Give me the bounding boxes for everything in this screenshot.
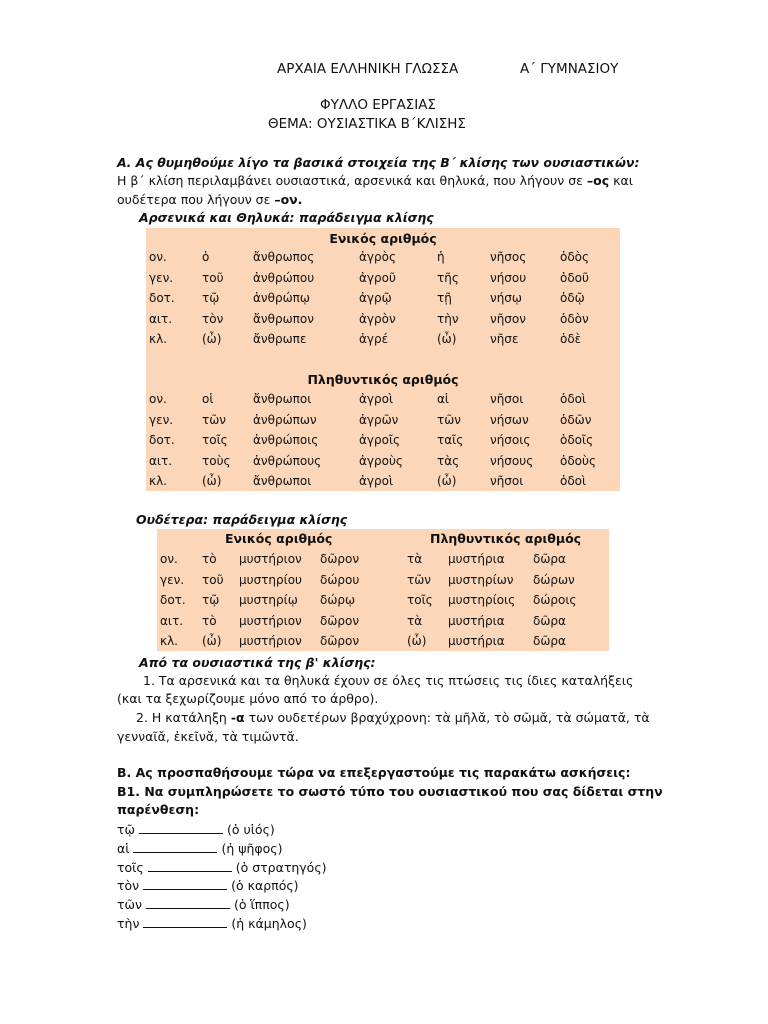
case-label: ον. xyxy=(160,552,178,567)
notes-heading: Από τα ουσιαστικά της β' κλίσης: xyxy=(139,655,376,670)
table-row xyxy=(160,631,593,652)
table-cell: ἀνθρώπῳ xyxy=(253,291,310,306)
section-b-heading: Β. Ας προσπαθήσουμε τώρα να επεξεργαστούμε τις παρακάτω ασκήσεις: xyxy=(117,765,631,780)
table-cell: μυστήριον xyxy=(239,634,302,649)
answer-blank[interactable] xyxy=(143,878,227,890)
table-cell: μυστηρίοις xyxy=(448,593,516,608)
note-2-line-2: γενναῖᾰ, ἐκεῖνᾰ, τὰ τιμῶντᾰ. xyxy=(117,729,299,744)
table-cell: ἡ xyxy=(437,250,445,265)
table-cell: τῷ xyxy=(202,291,220,306)
table-cell: τοὺς xyxy=(202,453,231,468)
singular-heading: Ενικός αριθμός xyxy=(329,231,437,246)
case-label: γεν. xyxy=(160,572,185,587)
table-cell: δῶρα xyxy=(533,634,566,649)
table-cell: ὁδοὶ xyxy=(560,392,587,407)
table-cell: ἀγροὶ xyxy=(359,392,394,407)
table-cell: τῶν xyxy=(202,412,226,427)
case-label: δοτ. xyxy=(149,433,175,448)
exercise-hint: (ὁ στρατηγός) xyxy=(235,859,327,875)
table-cell: ἀγρῶν xyxy=(359,412,399,427)
table-row xyxy=(160,590,593,611)
exercise-hint: (ὁ ἵππος) xyxy=(233,897,290,913)
table-cell: μυστήριον xyxy=(239,552,302,567)
table-cell: τὸν xyxy=(202,311,224,326)
table-cell: ὁδοῖς xyxy=(560,433,594,448)
case-label: δοτ. xyxy=(149,291,175,306)
table-cell: ὁδὸν xyxy=(560,311,589,326)
table-row xyxy=(149,389,615,410)
table-cell: (ὦ) xyxy=(202,332,222,347)
intro-line-1 xyxy=(117,173,633,188)
table-cell: ἄνθρωποι xyxy=(253,392,312,407)
table-cell: ἀγροῖς xyxy=(359,433,401,448)
table-cell: μυστήριον xyxy=(239,613,302,628)
case-label: γεν. xyxy=(149,412,174,427)
plural-declension-table xyxy=(149,389,615,492)
table-cell: ὁδοῦ xyxy=(560,270,589,285)
table-cell: ἀγρῷ xyxy=(359,291,392,306)
table-cell: ἀγροὶ xyxy=(359,474,394,489)
exercise-hint: (ὁ υἱός) xyxy=(226,822,275,837)
table-row xyxy=(149,471,615,492)
table-row xyxy=(160,611,593,632)
exercise-article: τὴν xyxy=(117,916,140,931)
section-a-heading: Α. Ας θυμηθούμε λίγο τα βασικά στοιχεία της Β΄ κλίσης των ουσιαστικών: xyxy=(117,155,640,170)
note-2-examples: των ουδετέρων βραχύχρονη: τὰ μῆλᾰ, τὸ σῶμᾰ, τὰ σώματᾰ, τὰ xyxy=(244,710,650,725)
exercise-hint: (ὁ καρπός) xyxy=(231,878,299,894)
table-cell: τῶν xyxy=(407,572,431,587)
table-row xyxy=(149,309,615,330)
table-cell: δώρῳ xyxy=(320,593,356,608)
table-row xyxy=(149,430,615,451)
note-1-line-1: 1. Τα αρσενικά και τα θηλυκά έχουν σε όλες τις πτώσεις τις ίδιες καταλήξεις xyxy=(143,673,634,688)
exercise-hint: (ἡ ψῆφος) xyxy=(221,840,283,856)
table-cell: τὸ xyxy=(202,552,217,567)
answer-blank[interactable] xyxy=(148,860,232,872)
table-cell: ἄνθρωπε xyxy=(253,332,307,347)
table-cell: τῶν xyxy=(437,412,461,427)
table-cell: νῆσε xyxy=(490,332,519,347)
table-cell: μυστήρια xyxy=(448,634,505,649)
table-cell: ἀνθρώπων xyxy=(253,412,317,427)
table-cell: τοῖς xyxy=(202,433,228,448)
table-cell: δῶρον xyxy=(320,613,360,628)
table-cell: μυστηρίῳ xyxy=(239,593,298,608)
exercise-item xyxy=(117,916,307,931)
table-cell: ἀγροῦ xyxy=(359,270,396,285)
masc-fem-heading: Αρσενικά και Θηλυκά: παράδειγμα κλίσης xyxy=(139,210,434,225)
table-cell: τοῦ xyxy=(202,572,224,587)
table-cell: ἄνθρωπος xyxy=(253,250,315,265)
table-cell: δώρου xyxy=(320,572,360,587)
table-cell: τοῦ xyxy=(202,270,224,285)
table-cell: οἱ xyxy=(202,392,214,407)
exercise-article: τῶν xyxy=(117,897,142,913)
neuter-plural-heading: Πληθυντικός αριθμός xyxy=(430,531,582,546)
ending-on: –ον. xyxy=(274,192,303,207)
topic-title: ΘΕΜΑ: ΟΥΣΙΑΣΤΙΚΑ Β΄ΚΛΙΣΗΣ xyxy=(268,116,466,132)
table-cell: τῷ xyxy=(202,593,220,608)
case-label: κλ. xyxy=(149,332,167,347)
table-cell: νήσῳ xyxy=(490,291,522,306)
exercise-b1-prompt-cont: παρένθεση: xyxy=(117,802,200,817)
table-cell: νῆσος xyxy=(490,250,527,265)
table-cell: μυστήρια xyxy=(448,613,505,628)
intro-line-1-text: Η β΄ κλίση περιλαμβάνει ουσιαστικά, αρσενικά και θηλυκά, που λήγουν σε xyxy=(117,173,587,188)
table-cell: νῆσοι xyxy=(490,392,524,407)
table-cell: ὁδῶν xyxy=(560,412,592,427)
exercise-item xyxy=(117,841,283,856)
case-label: ον. xyxy=(149,392,167,407)
table-cell: νῆσον xyxy=(490,311,526,326)
table-cell: (ὦ) xyxy=(437,474,457,489)
table-row xyxy=(149,247,615,268)
case-label: κλ. xyxy=(160,634,178,649)
table-row xyxy=(149,451,615,472)
table-cell: ἀγρέ xyxy=(359,332,389,347)
ending-a: -α xyxy=(230,710,245,725)
singular-rows xyxy=(149,247,615,350)
table-cell: ὁδὸς xyxy=(560,250,590,265)
exercise-item xyxy=(117,897,290,912)
table-cell: (ὦ) xyxy=(202,474,222,489)
answer-blank[interactable] xyxy=(133,841,217,853)
table-cell: τὰς xyxy=(437,453,460,468)
table-cell: νῆσοι xyxy=(490,474,524,489)
exercise-article: τὸν xyxy=(117,878,140,894)
table-cell: ἀγρὸν xyxy=(359,311,396,326)
case-label: αιτ. xyxy=(149,453,173,468)
table-cell: ὁ xyxy=(202,250,210,265)
table-cell: ὁδοὺς xyxy=(560,453,597,468)
exercise-item xyxy=(117,878,299,893)
note-1-line-2: (και τα ξεχωρίζουμε μόνο από το άρθρο). xyxy=(117,691,379,706)
table-cell: (ὦ) xyxy=(202,634,222,649)
case-label: αιτ. xyxy=(149,311,173,326)
table-cell: ταῖς xyxy=(437,433,464,448)
case-label: αιτ. xyxy=(160,613,184,628)
neuter-singular-heading: Ενικός αριθμός xyxy=(225,531,333,546)
table-cell: (ὦ) xyxy=(437,332,457,347)
table-row xyxy=(149,329,615,350)
exercise-article: τοῖς xyxy=(117,859,144,875)
intro-line-1-tail: και xyxy=(609,173,633,188)
intro-line-2 xyxy=(117,192,302,207)
exercise-item xyxy=(117,822,275,837)
exercise-article: τῷ xyxy=(117,822,135,837)
neuter-declension-table xyxy=(160,549,593,652)
worksheet-title: ΦΥΛΛΟ ΕΡΓΑΣΙΑΣ xyxy=(320,97,436,113)
intro-line-2-text: ουδέτερα που λήγουν σε xyxy=(117,192,275,207)
table-cell: ἀγρὸς xyxy=(359,250,397,265)
table-cell: δῶρον xyxy=(320,634,360,649)
table-row xyxy=(149,268,615,289)
case-label: κλ. xyxy=(149,474,167,489)
table-cell: ὁδοὶ xyxy=(560,474,587,489)
table-cell: δώρων xyxy=(533,572,575,587)
grade-title: Α΄ ΓΥΜΝΑΣΙΟΥ xyxy=(520,61,619,77)
subject-title: ΑΡΧΑΙΑ ΕΛΛΗΝΙΚΗ ΓΛΩΣΣΑ xyxy=(277,61,459,77)
plural-heading: Πληθυντικός αριθμός xyxy=(307,372,459,387)
table-cell: τῆς xyxy=(437,270,459,285)
case-label: ον. xyxy=(149,250,167,265)
table-cell: μυστηρίων xyxy=(448,572,514,587)
exercise-article: αἱ xyxy=(117,840,130,856)
neuter-heading: Ουδέτερα: παράδειγμα κλίσης xyxy=(136,512,348,527)
note-2-line-1 xyxy=(136,710,650,725)
table-row xyxy=(160,570,593,591)
table-cell: νήσου xyxy=(490,270,527,285)
answer-blank[interactable] xyxy=(143,916,227,928)
table-cell: ὁδὲ xyxy=(560,332,582,347)
table-cell: δῶρον xyxy=(320,552,360,567)
table-cell: ἄνθρωπον xyxy=(253,311,314,326)
ending-os: –ος xyxy=(586,173,610,188)
table-cell: νήσων xyxy=(490,412,529,427)
table-cell: τὰ xyxy=(407,613,423,628)
singular-declension-table xyxy=(149,247,615,350)
case-label: γεν. xyxy=(149,270,174,285)
case-label: δοτ. xyxy=(160,593,186,608)
table-cell: μυστηρίου xyxy=(239,572,302,587)
table-cell: ἀγροὺς xyxy=(359,453,403,468)
table-cell: νήσοις xyxy=(490,433,531,448)
table-cell: τῇ xyxy=(437,291,452,306)
table-cell: τὰ xyxy=(407,552,423,567)
exercise-item xyxy=(117,860,327,875)
note-2-text: 2. Η κατάληξη xyxy=(136,710,231,725)
table-row xyxy=(149,410,615,431)
table-cell: τὸ xyxy=(202,613,217,628)
answer-blank[interactable] xyxy=(146,897,230,909)
table-cell: μυστήρια xyxy=(448,552,505,567)
table-cell: ἄνθρωποι xyxy=(253,474,312,489)
neuter-rows xyxy=(160,549,593,652)
table-cell: νήσους xyxy=(490,453,534,468)
table-cell: δῶρα xyxy=(533,552,566,567)
table-cell: αἱ xyxy=(437,392,449,407)
table-cell: τὴν xyxy=(437,311,459,326)
table-cell: ὁδῷ xyxy=(560,291,585,306)
table-cell: ἀνθρώπου xyxy=(253,270,315,285)
table-cell: (ὦ) xyxy=(407,634,427,649)
table-cell: δῶρα xyxy=(533,613,566,628)
answer-blank[interactable] xyxy=(139,822,223,834)
exercise-hint: (ἡ κάμηλος) xyxy=(231,916,307,931)
table-row xyxy=(149,288,615,309)
table-cell: τοῖς xyxy=(407,593,433,608)
plural-rows xyxy=(149,389,615,492)
table-cell: ἀνθρώποις xyxy=(253,433,319,448)
exercise-b1-prompt: Β1. Να συμπληρώσετε το σωστό τύπο του ουσιαστικού που σας δίδεται στην xyxy=(117,784,663,799)
table-cell: ἀνθρώπους xyxy=(253,453,322,468)
table-row xyxy=(160,549,593,570)
table-cell: δώροις xyxy=(533,593,577,608)
